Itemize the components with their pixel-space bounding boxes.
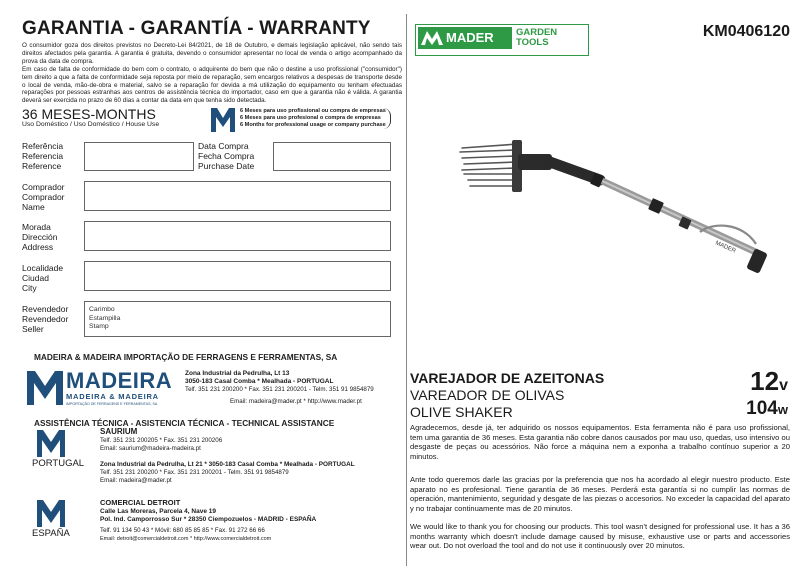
saurium-phones: Telf. 351 231 200205 * Fax. 351 231 200206: [100, 436, 223, 444]
importer-phones: Telf. 351 231 200200 * Fax. 351 231 200201 - Telm. 351 91 9854879: [185, 385, 374, 393]
warranty-title: GARANTIA - GARANTÍA - WARRANTY: [22, 18, 371, 39]
product-name-pt: VAREJADOR DE AZEITONAS: [410, 370, 605, 386]
saurium-email: Email: saurium@madeira-madeira.pt: [100, 444, 201, 452]
weight-unit: w: [777, 402, 788, 417]
olive-shaker-image: [450, 114, 770, 304]
portugal-label: PORTUGAL: [32, 458, 85, 469]
reference-field[interactable]: [84, 142, 194, 171]
note-en: 6 Months for professional usage or company purchase: [240, 122, 386, 129]
spain-block: [100, 498, 317, 543]
portugal-address-line: Zona Industrial da Pedrulha, Lt 21 * 3050-183 Casal Comba * Mealhada - PORTUGAL: [100, 461, 355, 468]
saurium-name: SAURIUM: [100, 427, 138, 436]
warranty-intro-1: O consumidor goza dos direitos previstos no Decreto-Lei 84/2021, de 18 de Outubro, e demais legislação aplicável, não sendo tais direitos afectados pela garantia. A garantia é gratuita, devendo o consumidor apresentar no local de venda o artigo acompanhado da prova da data de compra.: [22, 42, 402, 65]
importer-heading: MADEIRA & MADEIRA IMPORTAÇÃO DE FERRAGENS E FERRAMENTAS, SA: [34, 352, 338, 362]
weight-spec: [746, 398, 788, 420]
warranty-months: 36 MESES-MONTHS: [22, 106, 156, 123]
importer-address-line-1: Zona Industrial da Pedrulha, Lt 13: [185, 370, 290, 377]
madeira-logo-tag: IMPORTAÇÃO DE FERRAGENS E FERRAMENTAS, SA: [66, 402, 158, 406]
buyer-label: Comprador Comprador Name: [22, 182, 65, 212]
description-es: Ante todo queremos darle las gracias por la preferencia que nos ha acordado al elegir nuestro producto. Este aparato no es profesional. Tiene garantía de 36 meses. Perderá esta garantía si no cumplir las normas de operación, mantenimiento, seguridad y desgate de las piezas o accesorios. No exceder la capacidad del aparato y no trabajar continuamente mas de 20 minutos.: [410, 475, 790, 513]
importer-email: Email: madeira@mader.pt * http://www.mader.pt: [230, 398, 362, 405]
city-label: Localidade Ciudad City: [22, 263, 64, 293]
address-label: Morada Dirección Address: [22, 222, 58, 252]
madeira-m-icon: [210, 105, 236, 133]
assistance-heading: ASSISTÊNCIA TÉCNICA - ASISTENCIA TÉCNICA - TECHNICAL ASSISTANCE: [34, 418, 335, 428]
spain-email: Email: detroit@comercialdetroit.com * http://www.comercialdetroit.com: [100, 536, 272, 543]
mader-logo: [415, 24, 589, 56]
voltage-value: 12: [750, 366, 780, 396]
address-field[interactable]: [84, 221, 391, 251]
portugal-address: [100, 461, 355, 484]
product-header: [410, 14, 792, 58]
note-es: 6 Meses para uso profesional o compra de empresas: [240, 115, 381, 122]
mader-logo-text: MADER: [446, 30, 494, 45]
voltage-spec: [750, 366, 788, 397]
portugal-phones: Telf. 351 231 200200 * Fax. 351 231 200201 - Telm. 351 91 9854879: [100, 468, 289, 476]
portugal-logo-icon: [36, 428, 66, 458]
voltage-unit: v: [779, 377, 788, 394]
madeira-logo-name: MADEIRA: [66, 368, 173, 393]
seller-stamp-field[interactable]: [84, 301, 391, 337]
mader-m-icon: [421, 31, 443, 45]
stamp-hint: Carimbo Estampilla Stamp: [89, 306, 121, 330]
mader-logo-badge: [418, 27, 512, 49]
spain-phones: Telf. 91 134 50 43 * Móvil: 680 85 85 85 * Fax. 91 272 66 66: [100, 527, 265, 535]
weight-value: 104: [746, 398, 778, 419]
warranty-months-sub: Uso Doméstico / Uso Doméstico / House Use: [22, 121, 160, 129]
spain-company-name: COMERCIAL DETROIT: [100, 498, 181, 507]
portugal-email: Email: madeira@mader.pt: [100, 476, 172, 484]
reference-label: Referência Referencia Reference: [22, 141, 64, 171]
note-pt: 6 Meses para uso profissional ou compra de empresas: [240, 108, 386, 115]
purchase-date-label: Data Compra Fecha Compra Purchase Date: [198, 141, 255, 171]
importer-address: [185, 370, 374, 393]
seller-label: Revendedor Revendedor Seller: [22, 304, 69, 334]
madeira-logo-sub: MADEIRA & MADEIRA: [66, 392, 159, 401]
saurium-block: [100, 428, 222, 452]
spain-label: ESPAÑA: [32, 528, 70, 539]
importer-address-line-2: 3050-183 Casal Comba * Mealhada - PORTUGAL: [185, 377, 334, 385]
mader-logo-sub: GARDEN TOOLS: [516, 27, 558, 48]
city-field[interactable]: [84, 261, 391, 291]
spain-logo-icon: [36, 498, 66, 528]
description-en: We would like to thank you for choosing our products. This tool wasn't designed for professional use. It has a 36 months warranty which doesn't include damage caused by misuse, exhaustive use or parts and accessories wear out. Do not overload the tool and do not use it continuously over 20 minutos.: [410, 522, 790, 550]
warranty-panel: [22, 18, 402, 566]
product-name-en: OLIVE SHAKER: [410, 404, 513, 420]
madeira-logo-icon: [26, 368, 64, 406]
model-number: KM0406120: [702, 23, 790, 40]
warranty-intro-2: Em caso de falta de conformidade do bem com o contrato, o adquirente do bem que não o destine a uso profissional ("consumidor") tem direito a que a falta de conformidade seja reposta por meio de reparação, sem encargos relativos a despesas de transporte desde o local de venda, mão-de-obra e material, salvo se a reparação for devida a má utilização do equipamento ou tenham efectuadas reparações por pessoas estranhas aos centros de assistência técnica do importador, caso em que a garantia não é válida. A garantia deverá ser exercida no prazo de 60 dias a contar da data em que tenha sido detectada.: [22, 65, 402, 105]
spain-address-line-1: Calle Las Moreras, Parcela 4, Nave 19: [100, 507, 216, 515]
shaft-mark: MADER: [714, 240, 737, 255]
spain-address-line-2: Pol. Ind. Camporrosso Sur * 28350 Ciempozuelos - MADRID - ESPAÑA: [100, 515, 317, 523]
warranty-notes: [240, 108, 391, 129]
panel-divider: [406, 14, 407, 566]
buyer-field[interactable]: [84, 181, 391, 211]
product-name-es: VAREADOR DE OLIVAS: [410, 387, 565, 403]
warranty-period: [22, 107, 402, 133]
purchase-date-field[interactable]: [273, 142, 391, 171]
description-pt: Agradecemos, desde já, ter adquirido os nossos equipamentos. Esta ferramenta não é para uso profissional, tem uma garantia de 36 meses. Esta garantia não cobre danos causados por mau uso, quedas, uso intensivo ou desgaste de peças ou acessórios. Não force a máquina nem a exponha a trabalho contínuo superior a 20 minutos.: [410, 423, 790, 461]
product-panel: [410, 14, 792, 566]
